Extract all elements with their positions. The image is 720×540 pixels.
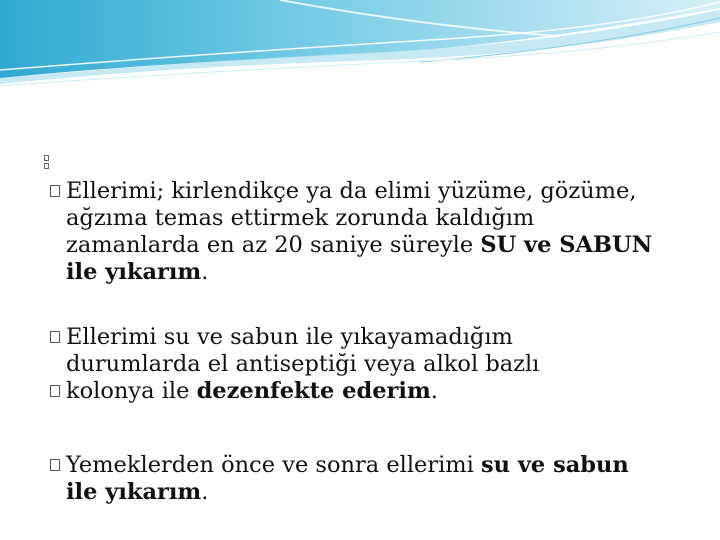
- text-line: [48, 351, 688, 378]
- text-line: [48, 479, 688, 506]
- text-line: [48, 452, 688, 479]
- stray-bullet-glyph: [44, 155, 49, 161]
- line-text: .: [201, 259, 209, 285]
- line-text: Ellerimi; kirlendikçe ya da elimi yüzüme, gözüme,: [66, 178, 637, 204]
- line-text: zamanlarda en az 20 saniye süreyle: [66, 232, 481, 258]
- emphasis-text: dezenfekte ederim: [196, 378, 431, 404]
- line-text: Ellerimi su ve sabun ile yıkayamadığım: [66, 324, 513, 350]
- text-line: [48, 232, 688, 259]
- line-text: Yemeklerden önce ve sonra ellerimi: [66, 452, 481, 478]
- line-text: .: [430, 378, 438, 404]
- bullet-glyph: [50, 185, 60, 197]
- text-line: [48, 259, 688, 286]
- line-text: .: [201, 479, 209, 505]
- text-line: [48, 324, 688, 351]
- text-line: [48, 378, 688, 405]
- stray-bullet-glyph: [44, 163, 49, 169]
- emphasis-text: su ve sabun: [480, 452, 629, 478]
- paragraph-meals: [48, 452, 688, 506]
- line-text: durumlarda el antiseptiği veya alkol bazlı: [66, 351, 540, 377]
- emphasis-text: SU ve SABUN: [480, 232, 653, 258]
- bullet-glyph: [50, 331, 60, 343]
- text-line: [48, 178, 688, 205]
- paragraph-handwashing: [48, 178, 688, 286]
- bullet-glyph: [50, 459, 60, 471]
- line-text: ağzıma temas ettirmek zorunda kaldığım: [66, 205, 535, 231]
- emphasis-text: ile yıkarım: [66, 479, 202, 505]
- text-line: [48, 205, 688, 232]
- bullet-glyph: [50, 385, 60, 397]
- paragraph-disinfect: [48, 324, 688, 405]
- emphasis-text: ile yıkarım: [66, 259, 202, 285]
- line-text: kolonya ile: [66, 378, 197, 404]
